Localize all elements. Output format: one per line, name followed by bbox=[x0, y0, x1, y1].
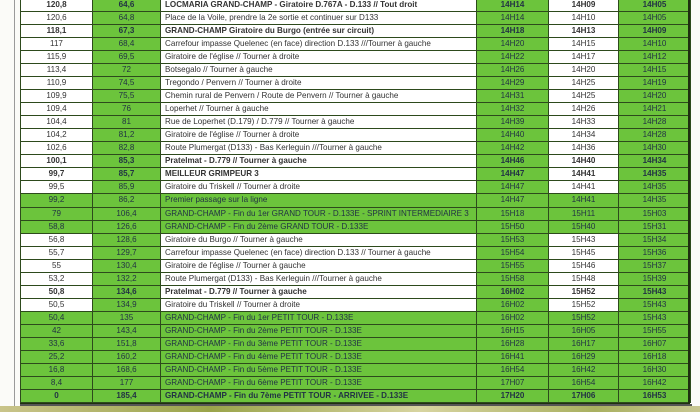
time-slow-cell: 15H34 bbox=[619, 233, 691, 246]
km-done-cell: 177 bbox=[93, 376, 161, 389]
time-medium-cell: 15H40 bbox=[549, 220, 619, 233]
table-row bbox=[21, 116, 691, 129]
time-fast-cell: 14H20 bbox=[477, 38, 549, 51]
time-medium-cell: 15H46 bbox=[549, 259, 619, 272]
km-remaining-cell: 99,5 bbox=[21, 181, 93, 194]
location-text: Pratelmat - D.779 // Tourner à gauche bbox=[165, 156, 307, 166]
location-cell bbox=[161, 233, 477, 246]
km-done-cell: 132,2 bbox=[93, 272, 161, 285]
time-fast-cell: 16H54 bbox=[477, 363, 549, 376]
table-row bbox=[21, 337, 691, 350]
km-remaining-cell: 102,6 bbox=[21, 142, 93, 155]
location-cell bbox=[161, 311, 477, 324]
time-slow-cell: 15H43 bbox=[619, 298, 691, 311]
location-cell bbox=[161, 129, 477, 142]
time-slow-cell: 15H55 bbox=[619, 324, 691, 337]
location-text: Giratoire de l'église // Tourner à droite bbox=[165, 52, 300, 62]
location-text: GRAND-CHAMP - Fin du 3ème PETIT TOUR - D.133E bbox=[165, 338, 362, 348]
km-remaining-cell: 50,4 bbox=[21, 311, 93, 324]
location-cell bbox=[161, 363, 477, 376]
table-row bbox=[21, 0, 691, 12]
table-row bbox=[21, 233, 691, 246]
location-text: GRAND-CHAMP - Fin du 1er GRAND TOUR - D.133E bbox=[165, 208, 360, 218]
time-medium-cell: 16H42 bbox=[549, 363, 619, 376]
time-fast-cell: 14H40 bbox=[477, 129, 549, 142]
time-medium-cell: 14H41 bbox=[549, 168, 619, 181]
km-done-cell: 85,7 bbox=[93, 168, 161, 181]
table-row bbox=[21, 142, 691, 155]
location-cell bbox=[161, 194, 477, 207]
time-medium-cell: 15H52 bbox=[549, 311, 619, 324]
location-cell bbox=[161, 220, 477, 233]
km-remaining-cell: 117 bbox=[21, 38, 93, 51]
table-row bbox=[21, 246, 691, 259]
location-cell bbox=[161, 272, 477, 285]
location-text: GRAND-CHAMP - Fin du 2ème PETIT TOUR - D.133E bbox=[165, 325, 362, 335]
location-cell bbox=[161, 0, 477, 12]
location-text: MEILLEUR GRIMPEUR 3 bbox=[165, 169, 259, 179]
time-medium-cell: 16H05 bbox=[549, 324, 619, 337]
time-fast-cell: 15H55 bbox=[477, 259, 549, 272]
time-fast-cell: 14H31 bbox=[477, 90, 549, 103]
time-medium-cell: 16H17 bbox=[549, 337, 619, 350]
km-done-cell: 81 bbox=[93, 116, 161, 129]
background-strip bbox=[0, 406, 700, 412]
table-row bbox=[21, 194, 691, 207]
location-cell bbox=[161, 51, 477, 64]
time-fast-cell: 16H28 bbox=[477, 337, 549, 350]
km-done-cell: 134,9 bbox=[93, 298, 161, 311]
table-row bbox=[21, 51, 691, 64]
km-done-cell: 143,4 bbox=[93, 324, 161, 337]
time-medium-cell: 15H45 bbox=[549, 246, 619, 259]
time-medium-cell: 16H54 bbox=[549, 376, 619, 389]
location-text: GRAND-CHAMP - Fin du 2ème GRAND TOUR - D.133E bbox=[165, 221, 369, 231]
table-row bbox=[21, 103, 691, 116]
time-slow-cell: 15H43 bbox=[619, 285, 691, 298]
time-slow-cell: 14H19 bbox=[619, 77, 691, 90]
location-text: Route Plumergat (D133) - Bas Kerleguin ///Tourner à gauche bbox=[165, 143, 382, 153]
location-cell bbox=[161, 337, 477, 350]
location-cell bbox=[161, 298, 477, 311]
km-done-cell: 75,5 bbox=[93, 90, 161, 103]
table-row bbox=[21, 168, 691, 181]
location-cell bbox=[161, 64, 477, 77]
table-row bbox=[21, 298, 691, 311]
location-highlight: - SPRINT INTERMEDIAIRE 3 bbox=[359, 208, 469, 218]
km-remaining-cell: 115,9 bbox=[21, 51, 93, 64]
location-text: GRAND-CHAMP Giratoire du Burgo (entrée sur circuit) bbox=[165, 26, 375, 36]
table-row bbox=[21, 12, 691, 25]
km-done-cell: 160,2 bbox=[93, 350, 161, 363]
table-row bbox=[21, 272, 691, 285]
time-fast-cell: 15H18 bbox=[477, 207, 549, 220]
location-cell bbox=[161, 207, 477, 220]
km-done-cell: 135 bbox=[93, 311, 161, 324]
time-medium-cell: 14H20 bbox=[549, 64, 619, 77]
time-slow-cell: 14H20 bbox=[619, 90, 691, 103]
time-slow-cell: 16H30 bbox=[619, 363, 691, 376]
km-done-cell: 72 bbox=[93, 64, 161, 77]
time-medium-cell: 14H25 bbox=[549, 90, 619, 103]
km-done-cell: 128,6 bbox=[93, 233, 161, 246]
time-medium-cell: 14H13 bbox=[549, 25, 619, 38]
km-done-cell: 106,4 bbox=[93, 207, 161, 220]
location-text: GRAND-CHAMP - Fin du 1er PETIT TOUR - D.133E bbox=[165, 312, 354, 322]
km-remaining-cell: 53,2 bbox=[21, 272, 93, 285]
time-fast-cell: 14H46 bbox=[477, 155, 549, 168]
km-remaining-cell: 109,9 bbox=[21, 90, 93, 103]
km-done-cell: 74,5 bbox=[93, 77, 161, 90]
table-row bbox=[21, 129, 691, 142]
location-cell bbox=[161, 103, 477, 116]
km-remaining-cell: 99,2 bbox=[21, 194, 93, 207]
time-fast-cell: 15H54 bbox=[477, 246, 549, 259]
km-remaining-cell: 50,5 bbox=[21, 298, 93, 311]
location-text: Giratoire du Burgo // Tourner à gauche bbox=[165, 234, 303, 244]
time-fast-cell: 17H07 bbox=[477, 376, 549, 389]
km-done-cell: 64,8 bbox=[93, 12, 161, 25]
time-medium-cell: 14H25 bbox=[549, 77, 619, 90]
table-row bbox=[21, 77, 691, 90]
time-slow-cell: 14H35 bbox=[619, 168, 691, 181]
time-fast-cell: 14H14 bbox=[477, 12, 549, 25]
km-done-cell: 151,8 bbox=[93, 337, 161, 350]
time-fast-cell: 14H47 bbox=[477, 181, 549, 194]
km-done-cell: 86,2 bbox=[93, 194, 161, 207]
time-fast-cell: 14H47 bbox=[477, 194, 549, 207]
time-medium-cell: 14H40 bbox=[549, 155, 619, 168]
time-medium-cell: 14H17 bbox=[549, 51, 619, 64]
time-slow-cell: 14H05 bbox=[619, 0, 691, 12]
table-row bbox=[21, 311, 691, 324]
time-medium-cell: 16H29 bbox=[549, 350, 619, 363]
time-slow-cell: 15H36 bbox=[619, 246, 691, 259]
location-text: Carrefour impasse Quelenec (en face) direction D.133 ///Tourner à gauche bbox=[165, 39, 431, 49]
location-cell bbox=[161, 246, 477, 259]
location-text: Pratelmat - D.779 // Tourner à gauche bbox=[165, 286, 307, 296]
itinerary-table bbox=[20, 0, 691, 403]
time-medium-cell: 14H36 bbox=[549, 142, 619, 155]
time-medium-cell: 15H11 bbox=[549, 207, 619, 220]
km-done-cell: 126,6 bbox=[93, 220, 161, 233]
time-fast-cell: 14H39 bbox=[477, 116, 549, 129]
time-slow-cell: 14H30 bbox=[619, 142, 691, 155]
time-medium-cell: 14H15 bbox=[549, 38, 619, 51]
location-text: GRAND-CHAMP - Fin du 4ème PETIT TOUR - D.133E bbox=[165, 351, 362, 361]
location-text: Premier passage sur la ligne bbox=[165, 195, 268, 205]
time-fast-cell: 15H50 bbox=[477, 220, 549, 233]
km-done-cell: 67,3 bbox=[93, 25, 161, 38]
km-remaining-cell: 99,7 bbox=[21, 168, 93, 181]
time-fast-cell: 14H26 bbox=[477, 64, 549, 77]
km-done-cell: 129,7 bbox=[93, 246, 161, 259]
time-slow-cell: 14H05 bbox=[619, 12, 691, 25]
table-row bbox=[21, 220, 691, 233]
time-fast-cell: 16H02 bbox=[477, 311, 549, 324]
table-row bbox=[21, 389, 691, 402]
location-text: Giratoire de l'église // Tourner à droite bbox=[165, 130, 300, 140]
table-row bbox=[21, 181, 691, 194]
km-done-cell: 185,4 bbox=[93, 389, 161, 402]
location-cell bbox=[161, 285, 477, 298]
time-medium-cell: 15H52 bbox=[549, 285, 619, 298]
km-done-cell: 168,6 bbox=[93, 363, 161, 376]
location-text: GRAND-CHAMP - Fin du 5ème PETIT TOUR - D.133E bbox=[165, 364, 362, 374]
location-cell bbox=[161, 168, 477, 181]
km-remaining-cell: 8,4 bbox=[21, 376, 93, 389]
time-fast-cell: 14H29 bbox=[477, 77, 549, 90]
km-remaining-cell: 50,8 bbox=[21, 285, 93, 298]
time-medium-cell: 17H06 bbox=[549, 389, 619, 402]
time-slow-cell: 14H35 bbox=[619, 181, 691, 194]
location-text: LOCMARIA GRAND-CHAMP - Giratoire D.767A - D.133 // Tout droit bbox=[165, 0, 418, 9]
time-fast-cell: 14H47 bbox=[477, 168, 549, 181]
km-remaining-cell: 55 bbox=[21, 259, 93, 272]
time-slow-cell: 14H35 bbox=[619, 194, 691, 207]
location-text: Rue de Loperhet (D.179) / D.779 // Tourner à gauche bbox=[165, 117, 355, 127]
location-cell bbox=[161, 350, 477, 363]
table-row bbox=[21, 363, 691, 376]
km-remaining-cell: 104,2 bbox=[21, 129, 93, 142]
location-text: Tregondo / Penvern // Tourner à droite bbox=[165, 78, 302, 88]
location-cell bbox=[161, 259, 477, 272]
time-fast-cell: 16H02 bbox=[477, 298, 549, 311]
time-medium-cell: 14H33 bbox=[549, 116, 619, 129]
km-remaining-cell: 0 bbox=[21, 389, 93, 402]
location-cell bbox=[161, 324, 477, 337]
km-remaining-cell: 120,6 bbox=[21, 12, 93, 25]
table-row bbox=[21, 25, 691, 38]
km-remaining-cell: 58,8 bbox=[21, 220, 93, 233]
table-row bbox=[21, 64, 691, 77]
time-medium-cell: 14H41 bbox=[549, 181, 619, 194]
table-row bbox=[21, 38, 691, 51]
km-remaining-cell: 113,4 bbox=[21, 64, 93, 77]
location-text: GRAND-CHAMP - Fin du 7ème PETIT TOUR - ARRIVEE - D.133E bbox=[165, 390, 409, 400]
table-row bbox=[21, 90, 691, 103]
km-done-cell: 130,4 bbox=[93, 259, 161, 272]
time-slow-cell: 14H12 bbox=[619, 51, 691, 64]
km-remaining-cell: 120,8 bbox=[21, 0, 93, 12]
km-remaining-cell: 109,4 bbox=[21, 103, 93, 116]
time-slow-cell: 15H31 bbox=[619, 220, 691, 233]
time-slow-cell: 15H39 bbox=[619, 272, 691, 285]
location-text: Botsegalo // Tourner à gauche bbox=[165, 65, 273, 75]
time-fast-cell: 14H14 bbox=[477, 0, 549, 12]
km-done-cell: 85,9 bbox=[93, 181, 161, 194]
km-remaining-cell: 25,2 bbox=[21, 350, 93, 363]
time-slow-cell: 15H37 bbox=[619, 259, 691, 272]
km-done-cell: 76 bbox=[93, 103, 161, 116]
km-remaining-cell: 79 bbox=[21, 207, 93, 220]
time-slow-cell: 15H43 bbox=[619, 311, 691, 324]
time-medium-cell: 14H41 bbox=[549, 194, 619, 207]
location-text: Giratoire du Triskell // Tourner à droite bbox=[165, 182, 300, 192]
time-slow-cell: 14H15 bbox=[619, 64, 691, 77]
time-medium-cell: 15H43 bbox=[549, 233, 619, 246]
location-cell bbox=[161, 77, 477, 90]
time-slow-cell: 16H53 bbox=[619, 389, 691, 402]
time-slow-cell: 14H10 bbox=[619, 38, 691, 51]
table-row bbox=[21, 350, 691, 363]
time-slow-cell: 16H42 bbox=[619, 376, 691, 389]
location-cell bbox=[161, 376, 477, 389]
km-remaining-cell: 104,4 bbox=[21, 116, 93, 129]
time-slow-cell: 14H34 bbox=[619, 155, 691, 168]
location-cell bbox=[161, 12, 477, 25]
time-slow-cell: 14H21 bbox=[619, 103, 691, 116]
location-text: Carrefour impasse Quelenec (en face) direction D.133 // Tourner à gauche bbox=[165, 247, 431, 257]
km-done-cell: 68,4 bbox=[93, 38, 161, 51]
km-done-cell: 134,6 bbox=[93, 285, 161, 298]
time-medium-cell: 14H34 bbox=[549, 129, 619, 142]
time-slow-cell: 14H28 bbox=[619, 129, 691, 142]
table-row bbox=[21, 155, 691, 168]
km-remaining-cell: 118,1 bbox=[21, 25, 93, 38]
location-text: Place de la Voile, prendre la 2e sortie et continuer sur D133 bbox=[165, 13, 379, 23]
location-text: Giratoire du Triskell // Tourner à droite bbox=[165, 299, 300, 309]
km-remaining-cell: 56,8 bbox=[21, 233, 93, 246]
km-remaining-cell: 42 bbox=[21, 324, 93, 337]
time-fast-cell: 14H32 bbox=[477, 103, 549, 116]
time-slow-cell: 16H18 bbox=[619, 350, 691, 363]
location-cell bbox=[161, 25, 477, 38]
location-text: Route Plumergat (D133) - Bas Kerleguin ///Tourner à gauche bbox=[165, 273, 382, 283]
time-medium-cell: 14H26 bbox=[549, 103, 619, 116]
time-slow-cell: 14H28 bbox=[619, 116, 691, 129]
km-remaining-cell: 110,9 bbox=[21, 77, 93, 90]
time-fast-cell: 15H53 bbox=[477, 233, 549, 246]
time-medium-cell: 15H48 bbox=[549, 272, 619, 285]
page-margin-line bbox=[14, 0, 15, 406]
location-text: Chemin rural de Penvern / Route de Penvern // Tourner à gauche bbox=[165, 91, 399, 101]
time-fast-cell: 14H22 bbox=[477, 51, 549, 64]
table-row bbox=[21, 207, 691, 220]
table-row bbox=[21, 259, 691, 272]
table-row bbox=[21, 376, 691, 389]
time-fast-cell: 16H02 bbox=[477, 285, 549, 298]
time-fast-cell: 14H18 bbox=[477, 25, 549, 38]
km-done-cell: 81,2 bbox=[93, 129, 161, 142]
km-done-cell: 69,5 bbox=[93, 51, 161, 64]
time-fast-cell: 14H42 bbox=[477, 142, 549, 155]
location-cell bbox=[161, 90, 477, 103]
location-text: Giratoire de l'église // Tourner à gauche bbox=[165, 260, 306, 270]
location-cell bbox=[161, 181, 477, 194]
km-remaining-cell: 55,7 bbox=[21, 246, 93, 259]
time-slow-cell: 15H03 bbox=[619, 207, 691, 220]
km-remaining-cell: 33,6 bbox=[21, 337, 93, 350]
time-medium-cell: 15H52 bbox=[549, 298, 619, 311]
time-fast-cell: 15H58 bbox=[477, 272, 549, 285]
table-row bbox=[21, 324, 691, 337]
time-medium-cell: 14H10 bbox=[549, 12, 619, 25]
table-row bbox=[21, 285, 691, 298]
km-remaining-cell: 16,8 bbox=[21, 363, 93, 376]
location-cell bbox=[161, 116, 477, 129]
km-remaining-cell: 100,1 bbox=[21, 155, 93, 168]
km-done-cell: 82,8 bbox=[93, 142, 161, 155]
km-done-cell: 64,6 bbox=[93, 0, 161, 12]
time-slow-cell: 14H09 bbox=[619, 25, 691, 38]
time-fast-cell: 16H41 bbox=[477, 350, 549, 363]
location-cell bbox=[161, 142, 477, 155]
location-cell bbox=[161, 389, 477, 402]
location-text: Loperhet // Tourner à gauche bbox=[165, 104, 269, 114]
time-medium-cell: 14H09 bbox=[549, 0, 619, 12]
time-fast-cell: 17H20 bbox=[477, 389, 549, 402]
location-cell bbox=[161, 155, 477, 168]
km-done-cell: 85,3 bbox=[93, 155, 161, 168]
location-text: GRAND-CHAMP - Fin du 6ème PETIT TOUR - D.133E bbox=[165, 377, 362, 387]
location-cell bbox=[161, 38, 477, 51]
time-slow-cell: 16H07 bbox=[619, 337, 691, 350]
time-fast-cell: 16H15 bbox=[477, 324, 549, 337]
